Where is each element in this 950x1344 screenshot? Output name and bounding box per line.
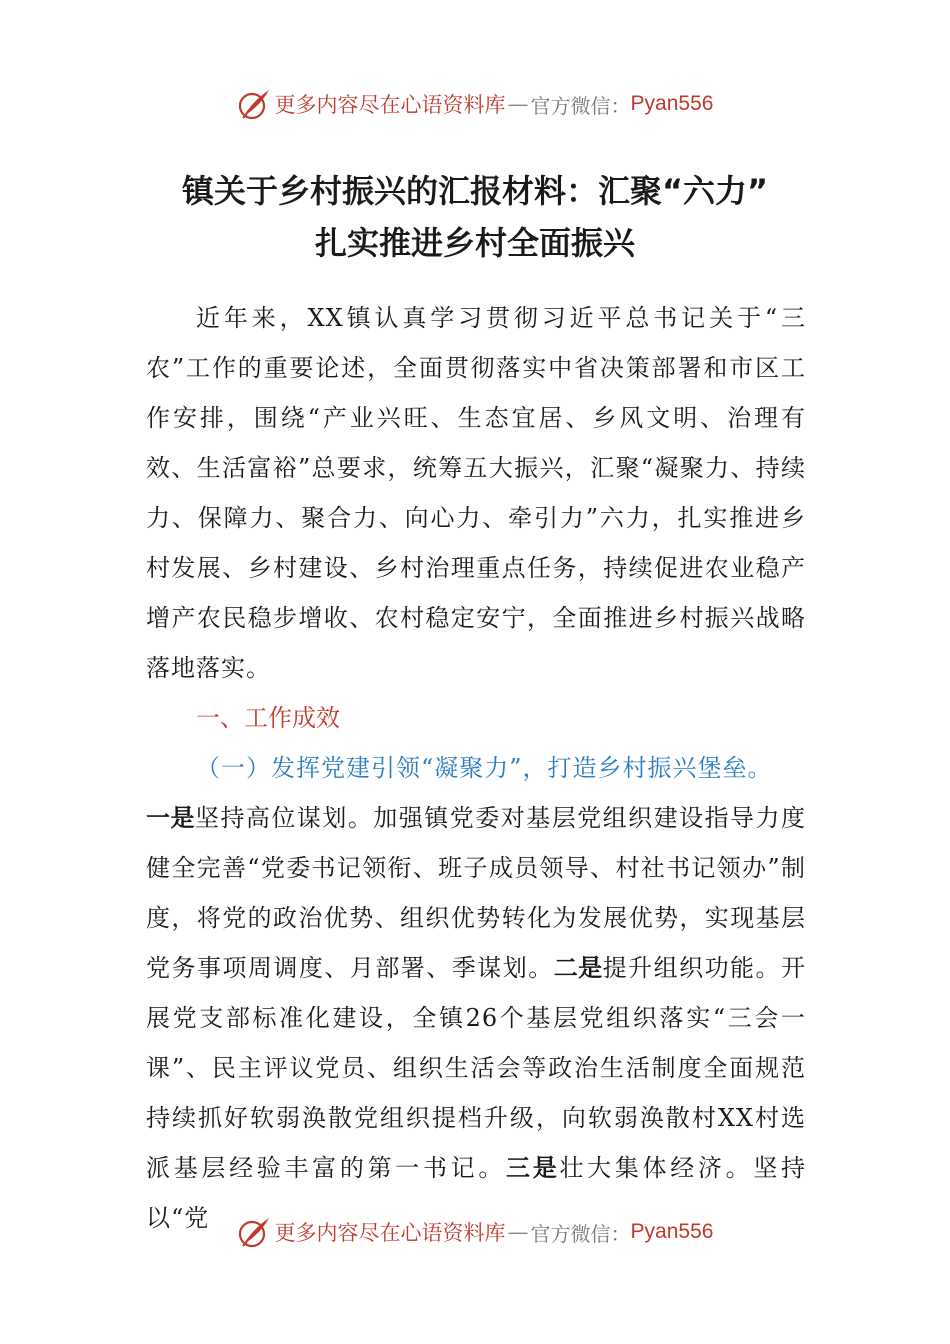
text-third: 壮大集体经济。坚持以“党 — [146, 1154, 807, 1232]
watermark-wechat-id: Pyan556 — [630, 1220, 714, 1243]
watermark-site-text: 更多内容尽在心语资料库 — [274, 1221, 506, 1245]
section-heading-work-results: 一、工作成效 — [196, 704, 340, 732]
quill-pen-logo-icon — [237, 1215, 271, 1249]
lead-second: 二是 — [553, 954, 603, 982]
footer-watermark — [0, 1212, 950, 1252]
watermark-site-text: 更多内容尽在心语资料库 — [274, 93, 506, 117]
intro-paragraph: 近年来，XX镇认真学习贯彻习近平总书记关于“三农”工作的重要论述，全面贯彻落实中省决策部署和市区工作安排，围绕“产业兴旺、生态宜居、乡风文明、治理有效、生活富裕”总要求，统筹五大振兴，汇聚“凝聚力、持续力、保障力、聚合力、向心力、牵引力”六力，扎实推进乡村发展、乡村建设、乡村治理重点任务，持续促进农业稳产增产农民稳步增收、农村稳定安宁，全面推进乡村振兴战略落地落实。 — [146, 304, 806, 682]
subsection-heading-party-building: （一）发挥党建引领“凝聚力”，打造乡村振兴堡垒。 — [196, 754, 773, 782]
lead-third: 三是 — [506, 1154, 560, 1182]
quill-pen-logo-icon — [237, 87, 271, 121]
watermark-wechat-label: 官方微信： — [530, 1221, 631, 1246]
document-title-line-2: 扎实推进乡村全面振兴 — [314, 224, 635, 262]
watermark-wechat-id: Pyan556 — [630, 92, 714, 115]
lead-first: 一是 — [146, 804, 195, 832]
party-building-paragraph — [146, 793, 806, 1243]
document-title-line-1: 镇关于乡村振兴的汇报材料：汇聚“六力” — [181, 172, 769, 210]
text-second: 提升组织功能。开展党支部标准化建设，全镇26个基层党组织落实“三会一课”、民主评议党员、组织生活会等政治生活制度全面规范持续抓好软弱涣散党组织提档升级，向软弱涣散村XX村选派基层经验丰富的第一书记。 — [146, 954, 807, 1182]
watermark-wechat-label: 官方微信： — [530, 93, 631, 118]
watermark-dash: — — [507, 92, 529, 116]
text-first: 坚持高位谋划。加强镇党委对基层党组织建设指导力度健全完善“党委书记领衔、班子成员领导、村社书记领办”制度，将党的政治优势、组织优势转化为发展优势，实现基层党务事项周调度、月部署、季谋划。 — [146, 804, 807, 982]
watermark-dash: — — [507, 1220, 529, 1244]
header-watermark — [0, 84, 950, 124]
document-body — [146, 293, 806, 1243]
